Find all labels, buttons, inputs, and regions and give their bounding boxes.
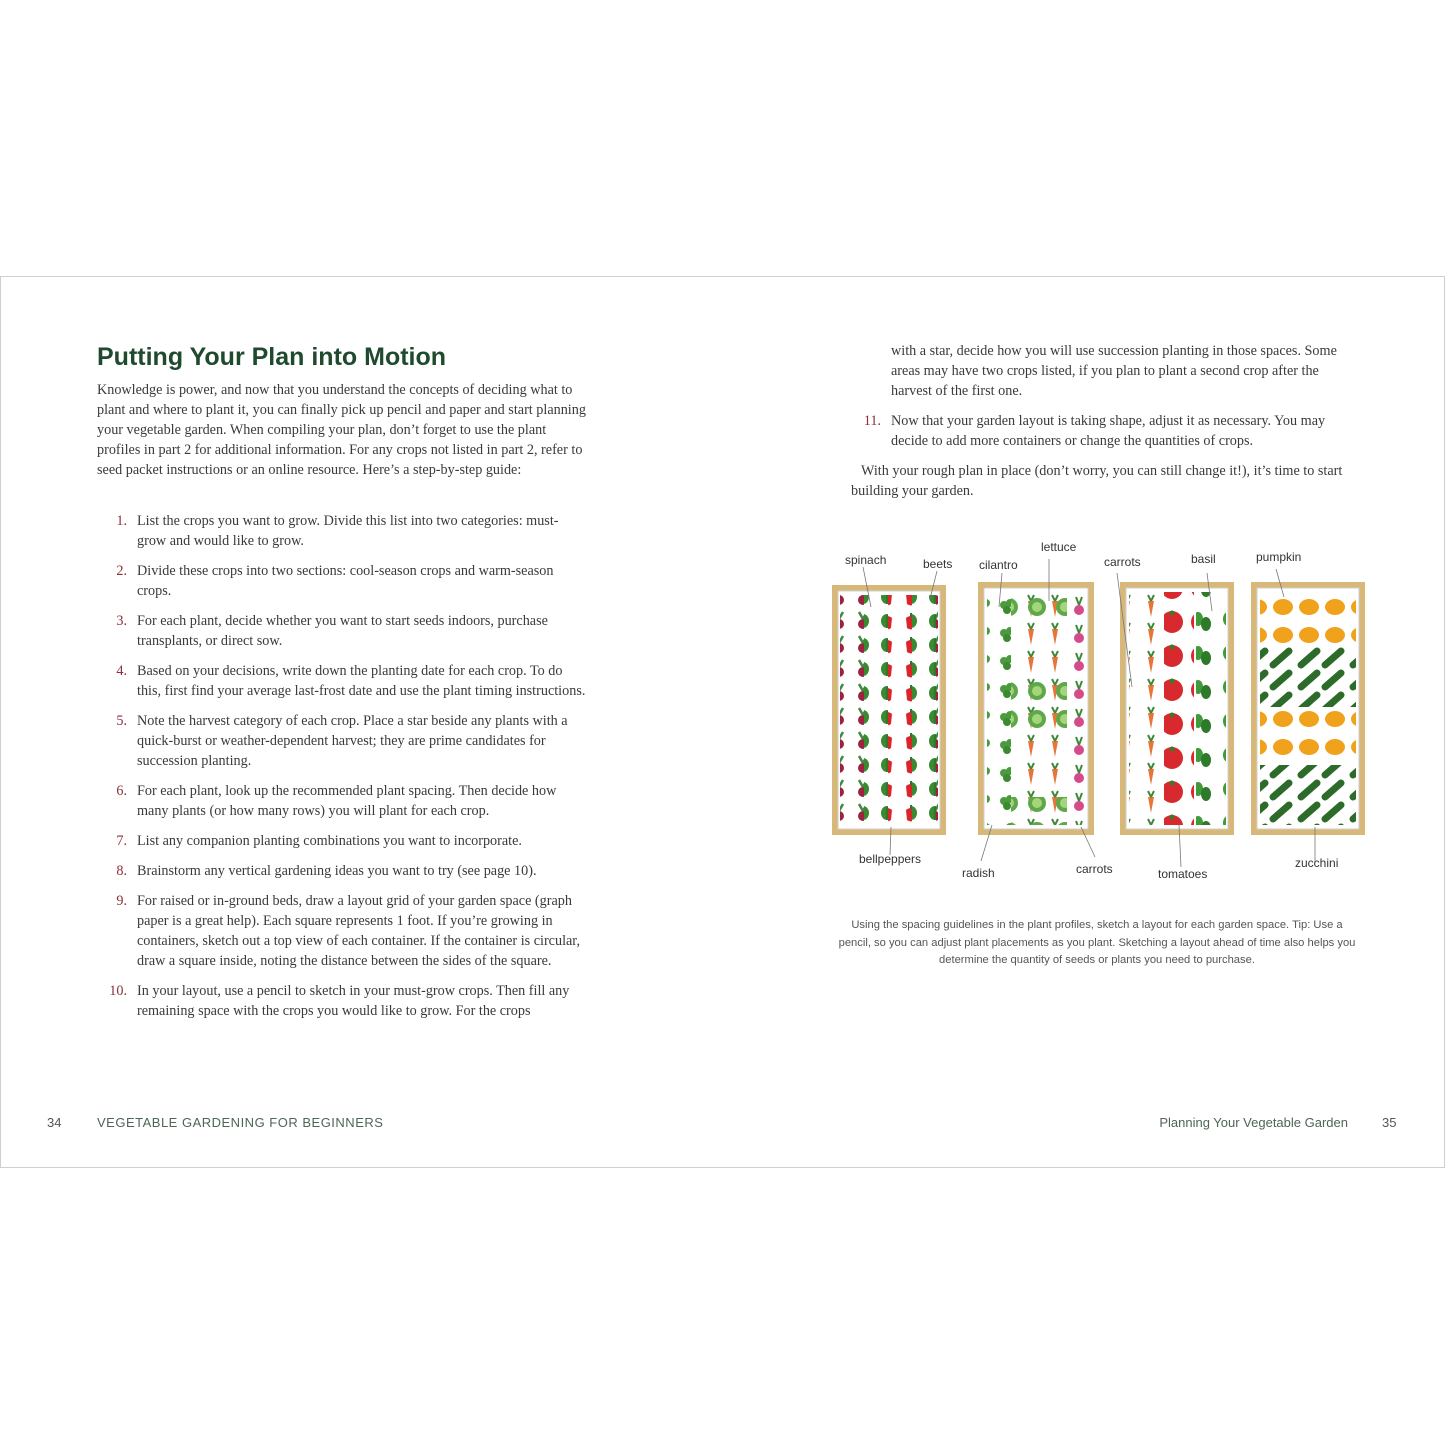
figure-caption: Using the spacing guidelines in the plant profiles, sketch a layout for each garden space. Tip: Use a pencil, so you can adjust plant placements as you plant. Sketching a layout ahead of time also helps you determine the quantity of seeds or plants you need to purchase. — [838, 919, 1356, 966]
step-text: For each plant, decide whether you want to start seeds indoors, purchase transplants, or direct sow. — [137, 613, 548, 649]
tomatoes-row — [1164, 592, 1194, 825]
page-number-left: 34 — [47, 1115, 62, 1130]
step-text: Brainstorm any vertical gardening ideas you want to try (see page 10). — [137, 863, 537, 879]
label-beets: beets — [923, 557, 953, 571]
spinach-row — [864, 595, 888, 825]
step-10-continued: with a star, decide how you will use succession planting in those spaces. Some areas may have two crops listed, if you plan to plant a second crop after the harvest of the first one. — [891, 343, 1337, 399]
step-number: 10. — [109, 983, 127, 999]
step-list — [97, 511, 587, 1031]
label-tomatoes: tomatoes — [1158, 867, 1208, 881]
step-number: 9. — [116, 893, 127, 909]
step-text: List any companion planting combinations you want to incorporate. — [137, 833, 522, 849]
cilantro-row — [987, 592, 1011, 825]
list-item — [97, 561, 587, 601]
bellpeppers-row — [888, 595, 912, 825]
step-number: 8. — [116, 863, 127, 879]
list-item — [97, 891, 587, 971]
carrots-row — [1129, 592, 1159, 825]
pumpkin-block — [1260, 709, 1356, 761]
running-head-right: Planning Your Vegetable Garden — [1159, 1115, 1348, 1130]
step-text: Note the harvest category of each crop. Place a star beside any plants with a quick-burst or weather-dependent harvest; they are prime candidates for succession planting. — [137, 713, 568, 769]
list-item — [97, 861, 587, 881]
step-number: 7. — [116, 833, 127, 849]
label-lettuce: lettuce — [1041, 540, 1077, 554]
label-basil: basil — [1191, 552, 1216, 566]
running-head-left: VEGETABLE GARDENING FOR BEGINNERS — [97, 1115, 384, 1130]
beets-row — [936, 595, 938, 825]
step-number: 6. — [116, 783, 127, 799]
basil-row — [1196, 592, 1226, 825]
step-text: For each plant, look up the recommended plant spacing. Then decide how many plants (or how many rows) you will plant for each crop. — [137, 783, 557, 819]
label-radish: radish — [962, 866, 995, 880]
label-spinach: spinach — [845, 553, 887, 567]
step-number: 11. — [863, 413, 881, 429]
step-text: Divide these crops into two sections: cool-season crops and warm-season crops. — [137, 563, 554, 599]
intro-paragraph: Knowledge is power, and now that you understand the concepts of deciding what to plant and where to plant it, you can finally pick up pencil and paper and start planning your vegetable garden. When compiling your plan, don’t forget to use the plant profiles in part 2 for additional information. For any crops not listed in part 2, refer to seed packet instructions or an online resource. Here’s a step-by-step guide: — [97, 382, 586, 478]
label-carrots-bed-2: carrots — [1076, 862, 1113, 876]
step-number: 2. — [116, 563, 127, 579]
pumpkin-block — [1260, 592, 1356, 644]
zucchini-block — [1260, 647, 1356, 707]
list-item — [97, 611, 587, 651]
beets-row — [840, 595, 864, 825]
list-item — [97, 831, 587, 851]
label-bellpeppers: bellpeppers — [859, 852, 922, 866]
garden-layout-illustration — [827, 537, 1372, 887]
step-text: For raised or in-ground beds, draw a layout grid of your garden space (graph paper is a great help). Each square represents 1 foot. If you’re growing in containers, sketch out a top view of each container. If the container is circular, draw a square inside, noting the distance between the sides of the square. — [137, 893, 581, 969]
list-item — [97, 711, 587, 771]
label-pumpkin: pumpkin — [1256, 550, 1302, 564]
list-item — [97, 781, 587, 821]
step-text: In your layout, use a pencil to sketch in your must-grow crops. Then fill any remaining space with the crops you would like to grow. For the crops — [137, 983, 570, 1019]
book-spread — [0, 276, 1445, 1168]
page-number-right: 35 — [1382, 1115, 1397, 1130]
label-zucchini: zucchini — [1295, 856, 1339, 870]
step-number: 3. — [116, 613, 127, 629]
step-number: 4. — [116, 663, 127, 679]
lettuce-block — [1011, 797, 1067, 825]
list-item — [97, 661, 587, 701]
step-number: 1. — [116, 513, 127, 529]
step-text: List the crops you want to grow. Divide this list into two categories: must-grow and would like to grow. — [137, 513, 559, 549]
lettuce-block — [1011, 592, 1067, 622]
label-cilantro: cilantro — [979, 558, 1018, 572]
list-item — [97, 511, 587, 551]
list-item — [851, 411, 1351, 451]
closing-paragraph: With your rough plan in place (don’t worry, you can still change it!), it’s time to start building your garden. — [851, 463, 1343, 499]
step-text: Based on your decisions, write down the planting date for each crop. To do this, first find your average last-frost date and use the plant timing instructions. — [137, 663, 586, 699]
step-text: Now that your garden layout is taking shape, adjust it as necessary. You may decide to add more containers or change the quantities of crops. — [891, 413, 1326, 449]
spinach-row — [912, 595, 936, 825]
radish-row — [1067, 592, 1085, 825]
lettuce-block — [1011, 677, 1067, 733]
label-carrots-bed-3: carrots — [1104, 555, 1141, 569]
step-number: 5. — [116, 713, 127, 729]
list-item — [97, 981, 587, 1021]
zucchini-block — [1260, 765, 1356, 825]
right-column — [851, 341, 1351, 501]
page-title: Putting Your Plan into Motion — [97, 343, 447, 371]
